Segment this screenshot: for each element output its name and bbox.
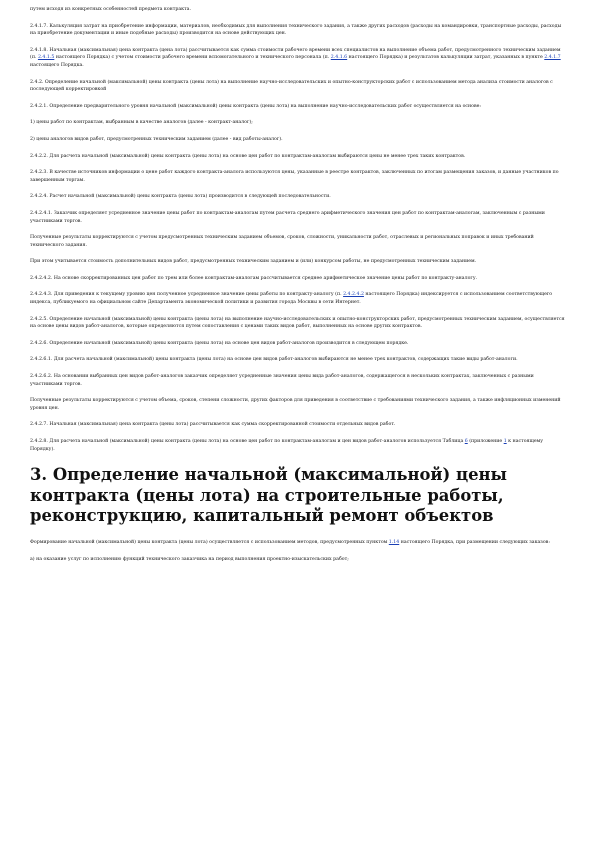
paragraph-text: Полученные результаты корректируются с учетом объема, сроков, степени сложности, других факторов для приведения в соответствие с требованиями технического задания, а также инфляционных изменений уровня цен. [30,398,561,411]
paragraph-text: 2.4.2.6. Определение начальной (максимальной) цены контракта (цены лота) на основе цен видов работ-аналогов производится в следующем порядке. [30,340,409,346]
paragraph [30,136,565,144]
paragraph [30,23,565,38]
paragraph-text: 2.4.2.6.2. На основании выбранных цен видов работ-аналогов заказчик определяет усредненные значения цены вида работ-аналогов, содержащегося в нескольких контрактах, заключенных с разными участниками торгов. [30,374,534,387]
paragraph [30,397,565,412]
paragraph [30,340,565,348]
paragraph-text: 2.4.2.4.2. На основе скорректированных цен работ по трем или более контрактам-аналогам рассчитывается среднее арифметическое значение цены работ по контракту-аналогу. [30,275,478,281]
paragraph-text: 2.4.2.5. Определение начальной (максимальной) цены контракта (цены лота) на выполнение научно-исследовательских и опытно-конструкторских работ, предусмотренных техническим заданием, осуществляется на основе цены видов работ-аналогов, которые определяются путем сопоставления с ценами таких видов работ, выполненных на основе других контрактов. [30,316,565,330]
reference-link[interactable]: 2.4.1.5 [37,55,55,61]
paragraph [30,79,565,94]
paragraph [30,258,565,266]
paragraph-text: путем исходя из конкретных особенностей предмета контракта. [30,7,191,12]
section-heading: 3. Определение начальной (максимальной) цены контракта (цены лота) на строительные работы, реконструкцию, капитальный ремонт объектов [30,465,507,526]
paragraph-text: а) на оказание услуг по исполнению функций технического заказчика на период выполнения проектно-изыскательских работ; [30,556,349,562]
paragraph [30,556,565,564]
reference-link[interactable]: 1 [503,439,507,444]
paragraph-text: При этом учитывается стоимость дополнительных видов работ, предусмотренных техническим заданием и (или) конкурсом работы, не предусмотренных техническим заданием. [30,259,477,265]
paragraph [30,103,565,111]
paragraph-text: настоящего Порядка, при размещении следующих заказов: [399,539,550,545]
paragraph-text: 2.4.2.1. Определение предварительного уровня начальной (максимальной) цены контракта (цены лота) на выполнение научно-исследовательских работ осуществляется на основе: [30,103,481,109]
paragraph [30,291,565,306]
paragraph [30,275,565,283]
reference-link[interactable]: 6 [464,439,468,444]
paragraph-text: 2.4.1.8. Начальная (максимальная) цена контракта (цена лота) рассчитывается как сумма стоимости рабочего времени всех специалистов на выполнение объема работ, предусмотренного техническим заданием (п. [30,47,561,61]
paragraph-text: 2) цены аналогов видов работ, предусмотренных техническим заданием (далее - вид работы-аналог). [30,136,283,142]
paragraph [30,421,565,429]
paragraph-text: к настоящему Порядку). [30,439,544,452]
paragraph [30,316,565,331]
paragraph-text: 2.4.2.4.3. Для приведения к текущему уровню цен полученное усредненное значение цены работы по контракту-аналогу (п. [30,292,344,298]
paragraph [30,438,565,453]
paragraph [30,47,565,70]
paragraph-text: 2.4.2.4.1. Заказчик определяет усредненное значение цены работ по контрактам-аналогам путем расчета среднего арифметического значения цен работ по контрактам-аналогам, заключенным с разными участниками торгов. [30,210,545,224]
document-body-top [30,6,565,453]
paragraph [30,373,565,388]
paragraph [30,539,565,547]
paragraph-text: 2.4.2.4. Расчет начальной (максимальной) цены контракта (цены лота) производится в следующей последовательности. [30,194,331,200]
paragraph-text: настоящего Порядка) и результатов калькуляции затрат, указанных в пункте [347,55,545,61]
document-body-bottom [30,539,565,563]
reference-link[interactable]: 1.14 [388,539,400,545]
paragraph [30,356,565,364]
paragraph-text: 2.4.2.3. В качестве источников информации о цене работ каждого контракта-аналога используются цены, указанные в реестре контрактов, заключенных по итогам размещения заказов, и данные участников по завершенным торгам. [30,170,559,183]
paragraph [30,169,565,184]
reference-link[interactable]: 2.4.1.6 [330,55,348,61]
paragraph-text: 2.4.2.8. Для расчета начальной (максимальной) цены контракта (цены лота) на основе цен работ по контрактам-аналогам и цен видов работ-аналогов используется Таблица [30,439,465,444]
paragraph-text: настоящего Порядка) с учетом стоимости рабочего времени вспомогательного и технического персонала (п. [54,55,331,61]
paragraph [30,210,565,225]
paragraph [30,193,565,201]
paragraph-text: 2.4.2.2. Для расчета начальной (максимальной) цены контракта (цены лота) на основе цен работ по контрактам-аналогам выбираются цены не менее трех таких контрактов. [30,153,466,159]
reference-link[interactable]: 2.4.1.7 [544,55,561,61]
paragraph [30,6,565,14]
paragraph-text: Полученные результаты корректируются с учетом предусмотренных техническим заданием объемов, сроков, сложности, уникальности работ, отраслевых и региональных поправок и иных требований технического задания. [30,235,534,248]
paragraph-text: 2.4.2.7. Начальная (максимальная) цена контракта (цены лота) рассчитывается как сумма скорректированной стоимости отдельных видов работ. [30,422,396,428]
paragraph [30,153,565,161]
paragraph-text: Формирование начальной (максимальной) цены контракта (цены лота) осуществляется с использованием методов, предусмотренных пунктом [30,539,389,545]
paragraph [30,119,565,127]
paragraph-text: настоящего Порядка. [30,62,84,68]
paragraph-text: 2.4.1.7. Калькуляция затрат на приобретение информации, материалов, необходимых для выполнения технического задания, а также других расходов (расходы на командировки, транспортные расходы, расходы на приобретение документации и иные подобные расходы) производится на основе действующих цен. [30,23,562,37]
paragraph-text: настоящего Порядка) индексируется с использованием соответствующего индекса, публикуемого на официальном сайте Департамента экономической политики и развития города Москвы в сети Интернет. [30,292,553,306]
reference-link[interactable]: 2.4.2.4.2 [343,292,364,298]
paragraph-text: 2.4.2. Определение начальной (максимальной) цены контракта (цены лота) на выполнение научно-исследовательских и опытно-конструкторских работ с использованием метода анализа стоимости аналогов с последующей корректировкой [30,79,553,93]
paragraph-text: 1) цены работ по контрактам, выбранным в качестве аналогов (далее - контракт-аналог); [30,120,253,126]
paragraph [30,234,565,249]
paragraph-text: 2.4.2.6.1. Для расчета начальной (максимальной) цены контракта (цены лота) на основе цен видов работ-аналогов выбираются не менее трех контрактов, содержащих такие виды работ-аналоги. [30,357,518,363]
paragraph-text: (приложение [467,439,504,444]
